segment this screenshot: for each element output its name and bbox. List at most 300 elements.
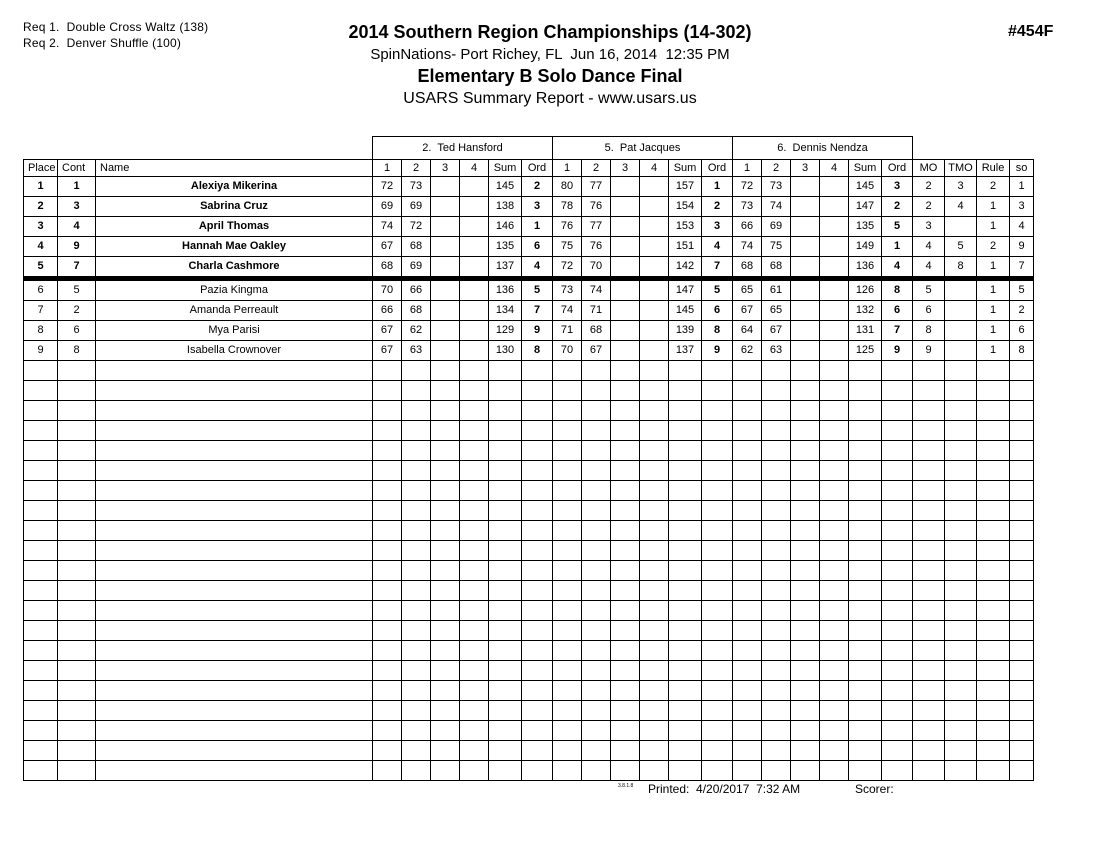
place-cell: 4 [24, 237, 58, 257]
place-cell: 7 [24, 301, 58, 321]
score-cell-4 [460, 177, 489, 197]
score-cell-1 [373, 601, 402, 621]
empty-row [24, 521, 1034, 541]
score-cell-4 [640, 441, 669, 461]
ord-cell [882, 521, 913, 541]
cont-cell: 1 [58, 177, 96, 197]
score-cell-3 [611, 681, 640, 701]
mo-cell [913, 541, 945, 561]
score-cell-2: 73 [402, 177, 431, 197]
tmo-cell [945, 321, 977, 341]
ord-cell [882, 361, 913, 381]
rule-cell [977, 521, 1010, 541]
tmo-cell [945, 217, 977, 237]
place-cell [24, 641, 58, 661]
score-cell-2 [762, 441, 791, 461]
cont-cell [58, 481, 96, 501]
score-cell-1: 66 [733, 217, 762, 237]
sum-cell: 151 [669, 237, 702, 257]
sum-cell: 136 [489, 279, 522, 301]
so-cell [1010, 401, 1034, 421]
rule-cell [977, 401, 1010, 421]
sum-cell [849, 761, 882, 781]
sum-cell: 136 [849, 257, 882, 279]
rule-cell [977, 581, 1010, 601]
empty-row [24, 501, 1034, 521]
score-cell-2 [402, 501, 431, 521]
score-cell-4 [460, 481, 489, 501]
cont-cell [58, 701, 96, 721]
score-cell-3 [431, 601, 460, 621]
score-cell-4 [640, 301, 669, 321]
sum-cell: 125 [849, 341, 882, 361]
rule-cell: 1 [977, 341, 1010, 361]
so-cell [1010, 641, 1034, 661]
sum-cell: 137 [669, 341, 702, 361]
place-cell [24, 741, 58, 761]
score-cell-4 [640, 661, 669, 681]
score-cell-2 [762, 661, 791, 681]
cont-cell [58, 541, 96, 561]
score-cell-3 [791, 177, 820, 197]
score-cell-4 [460, 321, 489, 341]
score-cell-2 [762, 401, 791, 421]
tmo-cell [945, 361, 977, 381]
judge-header-row [24, 137, 1034, 160]
cont-cell [58, 761, 96, 781]
sum-cell [669, 561, 702, 581]
so-cell [1010, 481, 1034, 501]
score-cell-2: 68 [582, 321, 611, 341]
mo-header: MO [913, 160, 945, 177]
name-cell [96, 361, 373, 381]
sum-cell [489, 621, 522, 641]
sum-cell [669, 681, 702, 701]
score-cell-2 [582, 661, 611, 681]
score-cell-3 [431, 441, 460, 461]
sum-cell: 147 [849, 197, 882, 217]
cont-cell: 9 [58, 237, 96, 257]
score-cell-2 [762, 621, 791, 641]
ord-cell [522, 381, 553, 401]
score-cell-3 [791, 521, 820, 541]
score-cell-3 [611, 441, 640, 461]
so-cell: 6 [1010, 321, 1034, 341]
sum-cell [849, 421, 882, 441]
tmo-cell [945, 341, 977, 361]
skater-row [24, 177, 1034, 197]
ord-cell [702, 681, 733, 701]
ord-cell [882, 421, 913, 441]
cont-cell: 3 [58, 197, 96, 217]
empty-row [24, 601, 1034, 621]
results-table [23, 136, 1034, 781]
so-header: so [1010, 160, 1034, 177]
ord-cell [522, 561, 553, 581]
score-cell-4 [640, 601, 669, 621]
ord-cell: 9 [522, 321, 553, 341]
score-cell-4 [460, 761, 489, 781]
tmo-cell [945, 421, 977, 441]
event-title: Elementary B Solo Dance Final [417, 66, 683, 86]
empty-row [24, 621, 1034, 641]
ord-cell [522, 401, 553, 421]
name-cell [96, 621, 373, 641]
score-cell-4 [640, 761, 669, 781]
score-cell-4 [820, 217, 849, 237]
score-cell-3 [611, 701, 640, 721]
score-cell-4 [820, 601, 849, 621]
rule-cell [977, 641, 1010, 661]
score-col-header-1: 1 [733, 160, 762, 177]
so-cell: 2 [1010, 301, 1034, 321]
score-cell-3 [431, 237, 460, 257]
score-cell-1 [553, 601, 582, 621]
sum-cell [489, 581, 522, 601]
score-cell-3 [611, 561, 640, 581]
skater-row [24, 279, 1034, 301]
cont-cell [58, 641, 96, 661]
name-cell [96, 701, 373, 721]
score-cell-4 [460, 461, 489, 481]
score-cell-3 [791, 401, 820, 421]
sum-cell [489, 501, 522, 521]
score-cell-2: 69 [402, 197, 431, 217]
score-cell-4 [820, 481, 849, 501]
score-cell-3 [431, 581, 460, 601]
name-cell [96, 401, 373, 421]
ord-cell: 7 [882, 321, 913, 341]
mo-cell [913, 361, 945, 381]
score-cell-2 [762, 721, 791, 741]
sum-cell [849, 381, 882, 401]
sum-cell [489, 381, 522, 401]
score-cell-1: 67 [733, 301, 762, 321]
place-cell [24, 401, 58, 421]
championship-title: 2014 Southern Region Championships (14-302) [348, 22, 752, 42]
sum-cell [669, 581, 702, 601]
score-cell-4 [820, 721, 849, 741]
score-cell-3 [611, 721, 640, 741]
score-cell-2: 74 [582, 279, 611, 301]
ord-cell [702, 721, 733, 741]
sum-cell: 153 [669, 217, 702, 237]
score-cell-2: 74 [762, 197, 791, 217]
cont-cell: 2 [58, 301, 96, 321]
rule-cell [977, 761, 1010, 781]
tmo-cell [945, 701, 977, 721]
place-cell [24, 501, 58, 521]
place-cell [24, 701, 58, 721]
sum-cell [669, 761, 702, 781]
ord-cell [702, 521, 733, 541]
rule-cell [977, 661, 1010, 681]
score-cell-3 [791, 541, 820, 561]
score-cell-4 [460, 501, 489, 521]
score-cell-3 [791, 197, 820, 217]
tmo-cell [945, 721, 977, 741]
score-cell-2 [762, 681, 791, 701]
score-cell-4 [460, 541, 489, 561]
sum-cell: 139 [669, 321, 702, 341]
so-cell [1010, 421, 1034, 441]
score-cell-4 [640, 501, 669, 521]
rule-cell: 2 [977, 177, 1010, 197]
sum-cell [669, 621, 702, 641]
score-cell-2 [582, 441, 611, 461]
place-cell [24, 661, 58, 681]
rule-cell: 1 [977, 279, 1010, 301]
tmo-cell [945, 621, 977, 641]
score-cell-2 [402, 581, 431, 601]
name-cell: Hannah Mae Oakley [96, 237, 373, 257]
tmo-cell: 8 [945, 257, 977, 279]
score-cell-3 [791, 321, 820, 341]
ord-header: Ord [882, 160, 913, 177]
name-cell: April Thomas [96, 217, 373, 237]
score-cell-1: 70 [373, 279, 402, 301]
score-cell-4 [820, 681, 849, 701]
ord-cell [882, 721, 913, 741]
name-cell [96, 441, 373, 461]
score-cell-4 [460, 217, 489, 237]
score-cell-1 [373, 481, 402, 501]
sum-cell [489, 721, 522, 741]
score-col-header-3: 3 [611, 160, 640, 177]
tmo-header: TMO [945, 160, 977, 177]
empty-row [24, 641, 1034, 661]
mo-cell [913, 741, 945, 761]
score-cell-1: 73 [553, 279, 582, 301]
skater-row [24, 237, 1034, 257]
score-cell-1 [373, 621, 402, 641]
tmo-cell [945, 481, 977, 501]
name-cell [96, 501, 373, 521]
score-cell-3 [611, 237, 640, 257]
mo-cell [913, 461, 945, 481]
ord-cell [702, 601, 733, 621]
score-cell-3 [431, 257, 460, 279]
score-cell-4 [460, 641, 489, 661]
place-cell: 9 [24, 341, 58, 361]
mo-cell [913, 561, 945, 581]
ord-cell: 5 [702, 279, 733, 301]
score-cell-1: 73 [733, 197, 762, 217]
score-cell-3 [431, 177, 460, 197]
tmo-cell [945, 401, 977, 421]
score-cell-3 [431, 721, 460, 741]
score-cell-4 [460, 301, 489, 321]
ord-cell [522, 721, 553, 741]
score-cell-2 [762, 581, 791, 601]
score-cell-3 [431, 741, 460, 761]
tmo-cell [945, 279, 977, 301]
score-cell-1 [733, 401, 762, 421]
sum-cell [849, 601, 882, 621]
score-cell-3 [431, 217, 460, 237]
score-cell-2 [582, 421, 611, 441]
score-cell-2 [762, 461, 791, 481]
score-cell-1 [733, 521, 762, 541]
place-cell [24, 381, 58, 401]
skater-row [24, 341, 1034, 361]
score-cell-1 [553, 581, 582, 601]
score-cell-1 [553, 501, 582, 521]
rule-cell: 1 [977, 321, 1010, 341]
tmo-cell [945, 641, 977, 661]
score-cell-3 [611, 421, 640, 441]
score-cell-3 [611, 217, 640, 237]
sum-cell [669, 501, 702, 521]
so-cell: 3 [1010, 197, 1034, 217]
score-cell-1 [553, 521, 582, 541]
place-cell [24, 361, 58, 381]
ord-cell [522, 441, 553, 461]
sum-cell [849, 501, 882, 521]
score-cell-2 [402, 361, 431, 381]
score-cell-1: 66 [373, 301, 402, 321]
score-cell-4 [460, 279, 489, 301]
sum-cell: 157 [669, 177, 702, 197]
score-cell-3 [791, 301, 820, 321]
score-cell-1 [373, 541, 402, 561]
judge-header-spacer-left [24, 137, 373, 160]
name-cell: Isabella Crownover [96, 341, 373, 361]
ord-cell [702, 761, 733, 781]
so-cell [1010, 661, 1034, 681]
score-cell-2: 67 [582, 341, 611, 361]
sum-cell [489, 741, 522, 761]
name-header: Name [96, 160, 373, 177]
rule-cell [977, 681, 1010, 701]
score-cell-1: 80 [553, 177, 582, 197]
name-cell [96, 661, 373, 681]
empty-row [24, 561, 1034, 581]
score-cell-1 [373, 521, 402, 541]
tmo-cell [945, 761, 977, 781]
score-cell-2: 69 [402, 257, 431, 279]
place-cell [24, 681, 58, 701]
rule-cell [977, 501, 1010, 521]
score-cell-3 [791, 761, 820, 781]
so-cell [1010, 561, 1034, 581]
score-cell-2 [762, 701, 791, 721]
empty-row [24, 701, 1034, 721]
score-cell-1 [373, 581, 402, 601]
score-cell-4 [460, 621, 489, 641]
score-col-header-2: 2 [582, 160, 611, 177]
score-cell-2 [582, 761, 611, 781]
score-cell-3 [431, 197, 460, 217]
score-cell-1: 67 [373, 341, 402, 361]
ord-cell: 6 [702, 301, 733, 321]
place-cell: 1 [24, 177, 58, 197]
score-col-header-2: 2 [402, 160, 431, 177]
so-cell [1010, 741, 1034, 761]
score-cell-1 [733, 721, 762, 741]
mo-cell [913, 601, 945, 621]
mo-cell: 4 [913, 257, 945, 279]
place-cell [24, 421, 58, 441]
so-cell [1010, 681, 1034, 701]
score-cell-2: 75 [762, 237, 791, 257]
sum-cell [489, 541, 522, 561]
ord-cell [702, 741, 733, 761]
score-cell-2: 73 [762, 177, 791, 197]
judge-name-header-3: 6. Dennis Nendza [733, 137, 913, 160]
ord-cell [522, 641, 553, 661]
score-cell-2 [582, 581, 611, 601]
sum-cell [489, 421, 522, 441]
score-cell-2 [402, 641, 431, 661]
printed-timestamp: Printed: 4/20/2017 7:32 AM [648, 782, 801, 796]
sum-cell [849, 401, 882, 421]
rule-cell [977, 421, 1010, 441]
sum-cell [669, 641, 702, 661]
score-cell-4 [640, 621, 669, 641]
score-cell-2: 77 [582, 177, 611, 197]
ord-cell: 6 [882, 301, 913, 321]
score-cell-2 [762, 741, 791, 761]
so-cell [1010, 581, 1034, 601]
score-cell-3 [431, 621, 460, 641]
so-cell [1010, 521, 1034, 541]
so-cell: 8 [1010, 341, 1034, 361]
name-cell: Mya Parisi [96, 321, 373, 341]
score-cell-4 [460, 401, 489, 421]
score-cell-1 [553, 741, 582, 761]
ord-cell: 9 [702, 341, 733, 361]
cont-header: Cont [58, 160, 96, 177]
ord-cell: 5 [522, 279, 553, 301]
ord-cell [702, 381, 733, 401]
sum-cell [849, 621, 882, 641]
tmo-cell: 3 [945, 177, 977, 197]
rule-cell [977, 361, 1010, 381]
score-cell-4 [460, 741, 489, 761]
score-cell-1 [733, 461, 762, 481]
ord-cell [702, 661, 733, 681]
sum-cell [489, 401, 522, 421]
ord-cell: 3 [522, 197, 553, 217]
score-cell-4 [460, 581, 489, 601]
score-cell-3 [431, 301, 460, 321]
score-cell-3 [791, 501, 820, 521]
score-cell-4 [460, 661, 489, 681]
sum-cell [849, 441, 882, 461]
score-cell-2 [762, 641, 791, 661]
name-cell [96, 681, 373, 701]
score-cell-3 [611, 401, 640, 421]
score-cell-2 [402, 761, 431, 781]
place-cell [24, 761, 58, 781]
ord-cell [882, 561, 913, 581]
place-cell [24, 461, 58, 481]
cont-cell: 5 [58, 279, 96, 301]
score-cell-2 [402, 381, 431, 401]
score-cell-4 [820, 521, 849, 541]
empty-row [24, 681, 1034, 701]
so-cell: 7 [1010, 257, 1034, 279]
score-cell-3 [431, 641, 460, 661]
score-cell-3 [611, 341, 640, 361]
score-cell-1 [733, 681, 762, 701]
score-cell-4 [640, 481, 669, 501]
score-cell-1 [733, 601, 762, 621]
ord-cell [522, 681, 553, 701]
rule-cell: 2 [977, 237, 1010, 257]
score-cell-4 [820, 177, 849, 197]
